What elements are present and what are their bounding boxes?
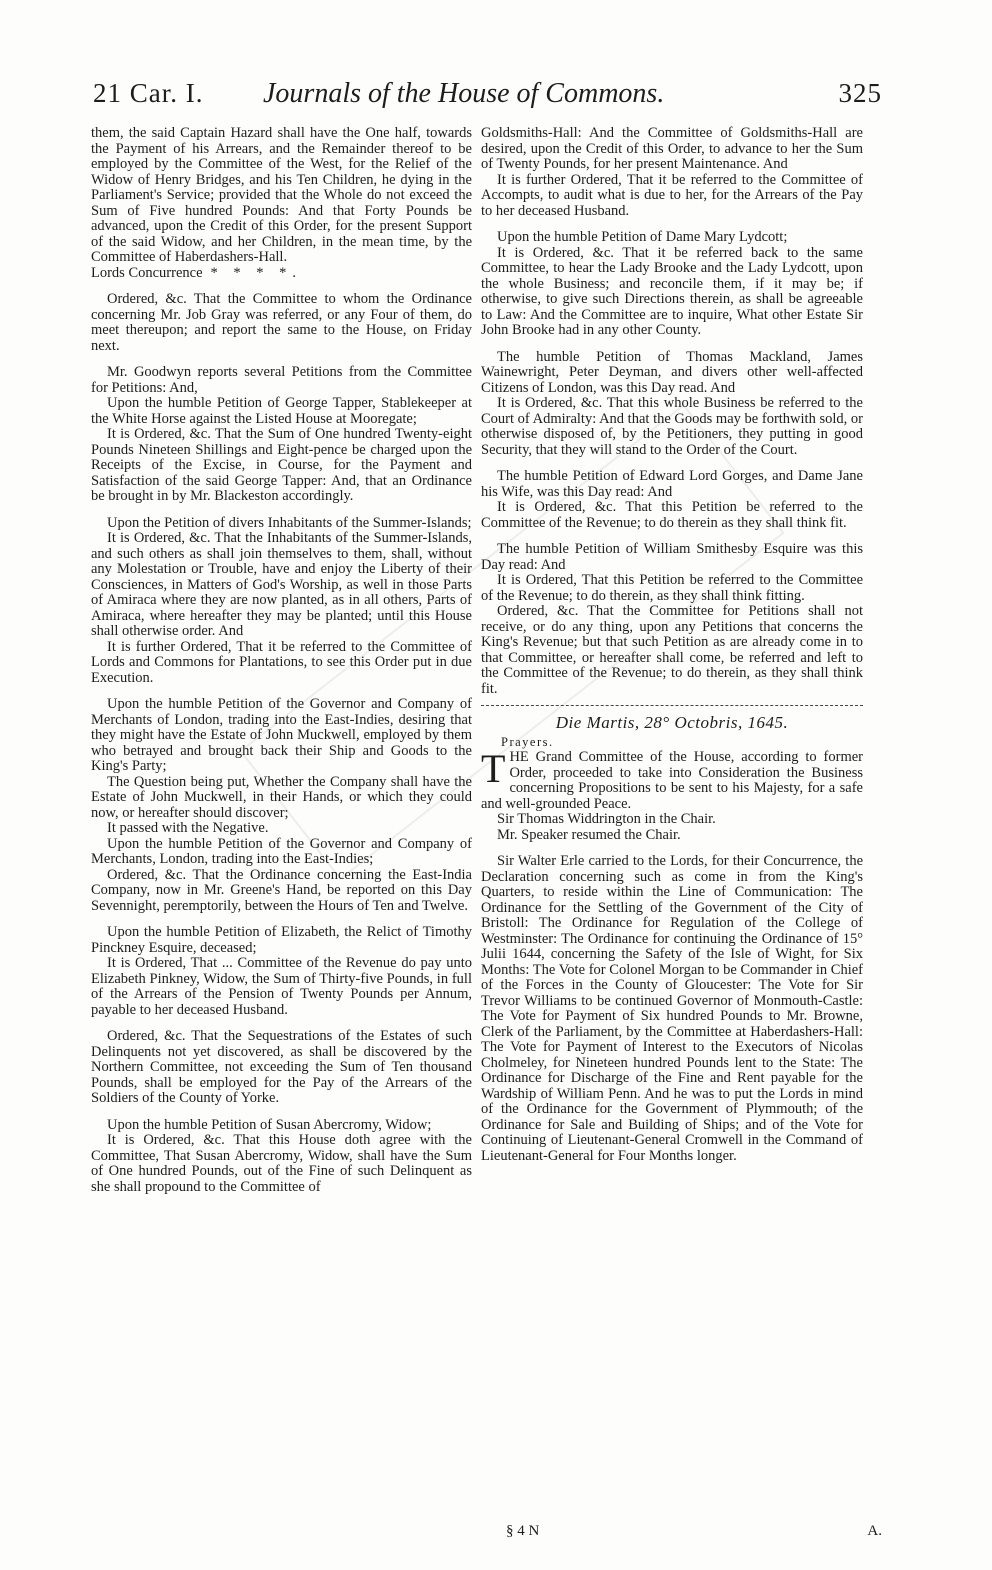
entry-text: Ordered, &c. That the Committee for Petitions shall not receive, or do any thing, upon any Petitions that concerns the King's Revenue; but that such Petition as are already come in to that Committee, or hereafter shall come, be referred and left to the Committee of the Revenue; to do therein, as they shall think fit.	[481, 603, 863, 697]
entry-text: It is Ordered, &c. That the Inhabitants of the Summer-Islands, and such others as shall join themselves to them, shall, without any Molestation or Trouble, have and enjoy the Liberty of their Consciences, in Matters of God's Worship, as well in those Parts of Amiraca where they are now planted, as in all others, Parts of Amiraca, where hereafter they may be planted; until this House shall otherwise order. And	[91, 530, 472, 639]
journal-entry	[481, 573, 863, 604]
drop-cap: T	[481, 746, 506, 791]
journal-entry	[481, 828, 863, 844]
journal-entry	[91, 266, 472, 282]
page-header	[93, 78, 882, 122]
journal-entry	[91, 1133, 472, 1195]
journal-entry	[481, 604, 863, 697]
entry-text: The humble Petition of Thomas Mackland, James Wainewright, Peter Deyman, and divers other well-affected Citizens of London, was this Day read. And	[481, 348, 863, 396]
entry-text: Lords Concurrence	[91, 264, 203, 281]
entry-text: It is further Ordered, That it be referred to the Committee of Lords and Commons for Plantations, to see this Order put in due Execution.	[91, 638, 472, 686]
journal-entry	[91, 956, 472, 1018]
journal-entry	[481, 350, 863, 397]
page-footer	[450, 1523, 882, 1545]
journal-entry	[91, 427, 472, 505]
entry-text: Upon the humble Petition of Dame Mary Lydcott;	[497, 229, 788, 245]
catchword: A.	[867, 1523, 882, 1539]
omission-stars: * * * *.	[210, 264, 303, 281]
journal-entry	[481, 230, 863, 246]
running-title: Journals of the House of Commons.	[263, 78, 665, 109]
entry-text: It is further Ordered, That it be referred to the Committee of Accompts, to audit what is due to her, for the Arrears of the Pay to her deceased Husband.	[481, 171, 863, 219]
journal-entry	[91, 775, 472, 822]
journal-entry	[91, 640, 472, 687]
entry-text: them, the said Captain Hazard shall have the One half, towards the Payment of his Arrears, and the Remainder thereof to be employed by the Committee of the West, for the Relief of the Widow of Henry Bridges, and his Ten Children, he dying in the Parliament's Service; provided that the Whole do not exceed the Sum of Five hundred Pounds: And that Forty Pounds be advanced, upon the Credit of this Order, for the present Support of the said Widow, and her Children, in the mean time, by the Committee of Haberdashers-Hall.	[91, 125, 472, 265]
journal-entry	[481, 542, 863, 573]
journal-entry	[481, 396, 863, 458]
entry-text: The humble Petition of William Smithesby Esquire was this Day read: And	[481, 541, 863, 573]
journal-entry	[91, 925, 472, 956]
journal-entry	[91, 868, 472, 915]
journal-entry	[91, 837, 472, 868]
entry-text: HE Grand Committee of the House, according to former Order, proceeded to take into Consideration the Business concerning Propositions to be sent to his Majesty, for a safe and well-grounded Peace.	[481, 749, 863, 812]
entry-text: Upon the humble Petition of George Tapper, Stablekeeper at the White Horse against the Listed House at Mooregate;	[91, 395, 472, 427]
journal-entry	[91, 292, 472, 354]
entry-text: Upon the humble Petition of the Governor and Company of Merchants, London, trading into the East-Indies;	[91, 835, 472, 867]
section-divider	[481, 705, 863, 706]
right-column-proceedings	[481, 746, 863, 1164]
journal-entry	[481, 246, 863, 339]
journal-entry	[481, 173, 863, 220]
entry-text: Sir Walter Erle carried to the Lords, for their Concurrence, the Declaration concerning such as come in from the King's Quarters, to reside within the Line of Communication: The Ordinance for the Settling of the Government of the City of Bristoll: The Ordinance for Regulation of the College of Westminster: The Ordinance for continuing the Ordinance of 15° Julii 1644, concerning the Safety of the Isle of Wight, for Six Months: The Vote for Colonel Morgan to be Commander in Chief of the Forces in the County of Gloucester: The Vote for Sir Trevor Williams to be continued Governor of Monmouth-Castle: The Vote for Payment of Six hundred Pounds to Mr. Browne, Clerk of the Parliament, by the Committee at Haberdashers-Hall: The Vote for Payment of Interest to the Executors of Nicolas Cholmeley, for Nineteen hundred Pounds lent to the State: The Ordinance for Discharge of the Fine and Rent payable for the Wardship of William Penn. And he was to put the Lords in mind of the Ordinance for the Government of Plymmouth; of the Ordinance for Sale and Building of Ships; and of the Vote for Continuing of Lieutenant-General Cromwell in the Command of Lieutenant-General for Four Months longer.	[481, 853, 863, 1164]
left-column	[91, 126, 472, 1195]
date-heading: Die Martis, 28° Octobris, 1645.	[555, 713, 789, 732]
journal-entry	[91, 126, 472, 266]
journal-entry	[91, 697, 472, 775]
journal-entry	[91, 1029, 472, 1107]
journal-entry	[481, 746, 863, 812]
right-column	[481, 126, 863, 1164]
right-column-entries	[481, 126, 863, 697]
journal-entry	[91, 396, 472, 427]
entry-text: Upon the humble Petition of the Governor and Company of Merchants of London, trading into the East-Indies, desiring that they might have the Estate of John Muckwell, employed by them who betrayed and brought back their Ship and Goods to the King's Party;	[91, 696, 472, 774]
entry-text: It is Ordered, &c. That this House doth agree with the Committee, That Susan Abercromy, Widow, shall have the Sum of One hundred Pounds, out of the Fine of such Delinquent as she shall propound to the Committee of	[91, 1132, 472, 1195]
entry-text: It is Ordered, &c. That this whole Business be referred to the Court of Admiralty: And that the Goods may be forthwith sold, or otherwise disposed of, by the Petitioners, they putting in good Security, that they will stand to the Order of the Court.	[481, 395, 863, 458]
journal-entry	[481, 812, 863, 828]
journal-entry	[91, 365, 472, 396]
journal-entry	[91, 531, 472, 640]
entry-text: Goldsmiths-Hall: And the Committee of Goldsmiths-Hall are desired, upon the Credit of this Order, to advance to her the Sum of Twenty Pounds, for her present Maintenance. And	[481, 125, 863, 172]
entry-text: Mr. Speaker resumed the Chair.	[497, 826, 681, 843]
entry-text: It is Ordered, &c. That this Petition be referred to the Committee of the Revenue; to do therein as they shall think fit.	[481, 499, 863, 531]
journal-entry	[481, 854, 863, 1164]
journal-entry	[481, 126, 863, 173]
entry-text: Ordered, &c. That the Sequestrations of the Estates of such Delinquents not yet discovered, as shall be discovered by the Northern Committee, not exceeding the Sum of Ten thousand Pounds, shall be employed for the Pay of the Arrears of the Soldiers of the County of Yorke.	[91, 1028, 472, 1106]
entry-text: It is Ordered, &c. That it be referred back to the same Committee, to hear the Lady Brooke and the Lady Lydcott, upon the whole Business; and reconcile them, if it may be; if otherwise, to give such Directions therein, as shall be agreeable to Law: And the Committee are to inquire, What other Estate Sir John Brooke had in any other County.	[481, 244, 863, 338]
regnal-year: 21 Car. I.	[93, 78, 204, 108]
page-number: 325	[838, 78, 882, 108]
entry-text: Mr. Goodwyn reports several Petitions from the Committee for Petitions: And,	[91, 364, 472, 396]
entry-text: Ordered, &c. That the Ordinance concerning the East-India Company, now in Mr. Greene's Hand, be reported on this Day Sevennight, peremptorily, between the Hours of Ten and Twelve.	[91, 866, 472, 914]
journal-entry	[91, 516, 472, 532]
journal-entry	[481, 469, 863, 500]
entry-text: It is Ordered, &c. That the Sum of One hundred Twenty-eight Pounds Nineteen Shillings and Eight-pence be charged upon the Receipts of the Excise, in Course, for the Payment and Satisfaction of the said George Tapper: And, that an Ordinance be brought in by Mr. Blackeston accordingly.	[91, 426, 472, 504]
signature-mark: § 4 N	[506, 1523, 540, 1539]
entry-text: Upon the humble Petition of Susan Abercromy, Widow;	[107, 1116, 432, 1133]
entry-text: It is Ordered, That ... Committee of the Revenue do pay unto Elizabeth Pinkney, Widow, the Sum of Thirty-five Pounds, in full of the Arrears of the Pension of Twenty Pounds per Annum, payable to her deceased Husband.	[91, 955, 472, 1018]
entry-text: Ordered, &c. That the Committee to whom the Ordinance concerning Mr. Job Gray was referred, or any Four of them, do meet thereupon; and report the same to the House, on Friday next.	[91, 291, 472, 354]
entry-text: Upon the humble Petition of Elizabeth, the Relict of Timothy Pinckney Esquire, deceased;	[91, 924, 472, 956]
journal-entry	[481, 500, 863, 531]
entry-text: The Question being put, Whether the Company shall have the Estate of John Muckwell, in their Hands, or which they could now, or hereafter should discover;	[91, 773, 472, 821]
entry-text: It is Ordered, That this Petition be referred to the Committee of the Revenue; to do therein, as they shall think fitting.	[481, 572, 863, 604]
journal-entry	[91, 821, 472, 837]
entry-text: It passed with the Negative.	[107, 820, 269, 836]
entry-text: The humble Petition of Edward Lord Gorges, and Dame Jane his Wife, was this Day read: And	[481, 468, 863, 500]
journal-entry	[91, 1118, 472, 1134]
prayers-label: Prayers.	[501, 734, 554, 749]
entry-text: Upon the Petition of divers Inhabitants of the Summer-Islands;	[107, 514, 472, 531]
entry-text: Sir Thomas Widdrington in the Chair.	[497, 811, 716, 827]
